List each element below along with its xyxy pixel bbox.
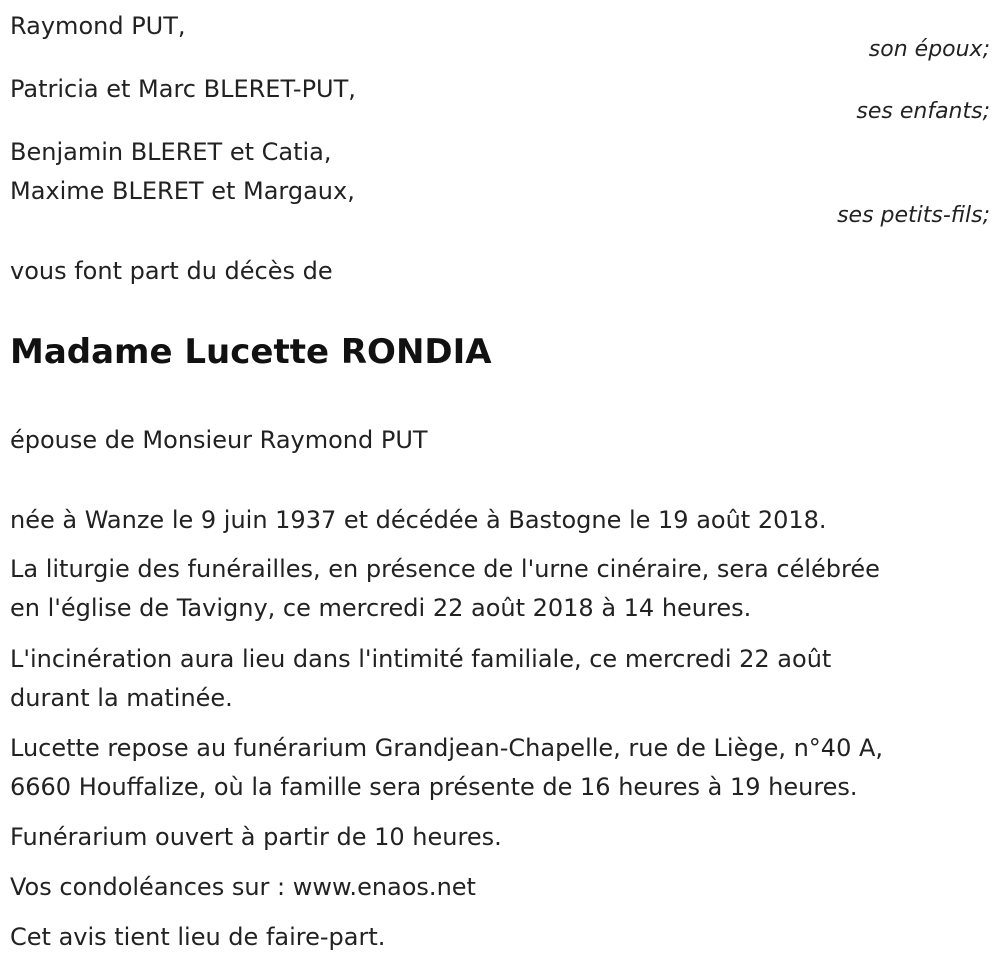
rest-line-2: 6660 Houffalize, où la famille sera présente de 16 heures à 19 heures. bbox=[10, 773, 858, 801]
announcement: vous font part du décès de bbox=[10, 257, 333, 285]
opening-hours: Funérarium ouvert à partir de 10 heures. bbox=[10, 823, 502, 851]
deceased-spouse-of: épouse de Monsieur Raymond PUT bbox=[10, 426, 428, 454]
deceased-name: Madame Lucette RONDIA bbox=[10, 332, 492, 372]
spouse-name: Raymond PUT, bbox=[10, 12, 186, 40]
rest-line-1: Lucette repose au funérarium Grandjean-Chapelle, rue de Liège, n°40 A, bbox=[10, 734, 884, 762]
notice-line: Cet avis tient lieu de faire-part. bbox=[10, 923, 386, 951]
cremation-line-1: L'incinération aura lieu dans l'intimité familiale, ce mercredi 22 août bbox=[10, 645, 832, 673]
spouse-role: son époux; bbox=[868, 37, 990, 62]
cremation-line-2: durant la matinée. bbox=[10, 684, 233, 712]
children-role: ses enfants; bbox=[856, 99, 990, 124]
birth-death: née à Wanze le 9 juin 1937 et décédée à Bastogne le 19 août 2018. bbox=[10, 506, 827, 534]
children-name: Patricia et Marc BLERET-PUT, bbox=[10, 75, 356, 103]
grandson-2: Maxime BLERET et Margaux, bbox=[10, 177, 355, 205]
grandchildren-role: ses petits-fils; bbox=[837, 203, 990, 228]
liturgy-line-1: La liturgie des funérailles, en présence de l'urne cinéraire, sera célébrée bbox=[10, 555, 880, 583]
grandson-1: Benjamin BLERET et Catia, bbox=[10, 138, 332, 166]
liturgy-line-2: en l'église de Tavigny, ce mercredi 22 août 2018 à 14 heures. bbox=[10, 594, 752, 622]
condolences: Vos condoléances sur : www.enaos.net bbox=[10, 873, 476, 901]
